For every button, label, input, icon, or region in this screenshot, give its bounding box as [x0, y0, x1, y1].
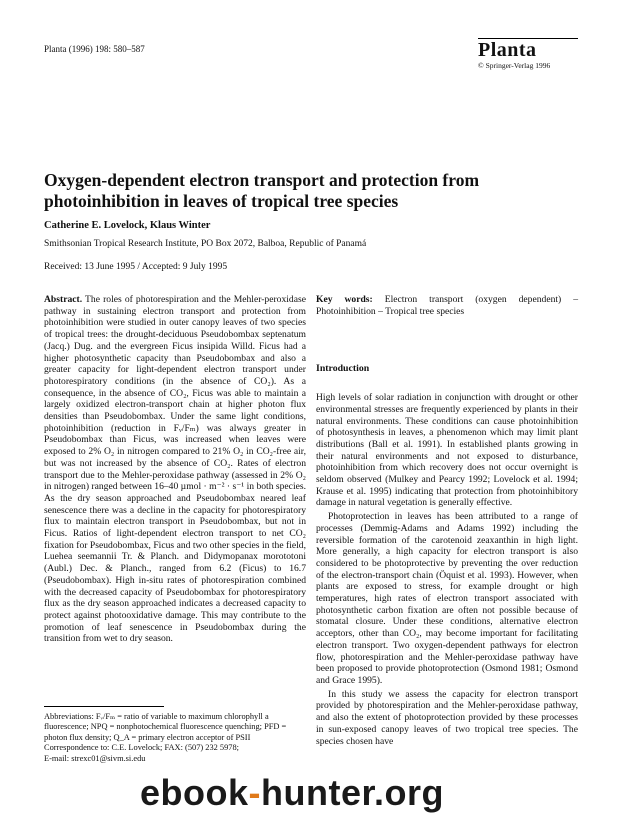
correspondence: Correspondence to: C.E. Lovelock; FAX: (507) 232 5978;	[44, 743, 239, 753]
left-column	[44, 294, 306, 647]
watermark-part1: ebook	[140, 772, 249, 813]
article-title: Oxygen-dependent electron transport and protection from photoinhibition in leaves of tropical tree species	[44, 170, 480, 211]
footnote	[44, 712, 306, 764]
intro-paragraph-1: High levels of solar radiation in conjunction with drought or other environmental stresses are frequently experienced by plants in their natural environments. These conditions can cause photoinhibition of photosynthesis in leaves, a phenomenon which may limit plant distributions (Ball et al. 1991). In established plants growing in their natural environments and not exposed to disturbance, photoinhibition from which recovery does not occur overnight is seldom observed (Mulkey and Pearcy 1992; Lovelock et al. 1994; Krause et al. 1995) indicating that protection from photoinhibitory damage in natural vegetation is generally effective.	[316, 392, 578, 509]
intro-paragraph-2: Photoprotection in leaves has been attributed to a range of processes (Demmig-Adams and Adams 1992) including the reversible formation of the carotenoid zeaxanthin in high light. More generally, a high capacity for electron transport is also considered to be photoprotective by preventing the over reduction of the electron-transport chain (Öquist et al. 1993). However, when plants are exposed to stress, for example drought or high temperatures, high rates of electron transport associated with photosynthetic carbon fixation are often not possible because of stomatal closure. Under these conditions, alternative electron acceptors, other than CO₂, may become important for facilitating electron transport. Two oxygen-dependent pathways for electron flow, photorespiration and the Mehler-peroxidase pathway have been proposed to provide photoprotection (Osmond 1981; Osmond and Grace 1995).	[316, 511, 578, 686]
watermark-dash: -	[248, 772, 262, 813]
journal-logo	[478, 38, 578, 71]
received-dates: Received: 13 June 1995 / Accepted: 9 July 1995	[44, 262, 228, 272]
watermark-logo	[140, 772, 444, 814]
journal-name: Planta	[478, 39, 537, 61]
abstract	[44, 294, 306, 645]
publisher-copyright: © Springer-Verlag 1996	[478, 61, 551, 70]
watermark-part2: hunter.org	[261, 772, 445, 813]
introduction-heading: Introduction	[316, 363, 370, 375]
footnote-divider	[44, 706, 164, 707]
abstract-label: Abstract.	[44, 294, 83, 305]
journal-citation: Planta (1996) 198: 580–587	[44, 44, 145, 54]
keywords-text: Electron transport (oxygen dependent) – Photoinhibition – Tropical tree species	[316, 294, 578, 317]
keywords	[316, 294, 578, 317]
keywords-label: Key words:	[316, 294, 373, 305]
abstract-text: The roles of photorespiration and the Mehler-peroxidase pathway in sustaining electron transport and protection from photoinhibition were studied in outer canopy leaves of two species of tropical trees: the drought-deciduous Pseudobombax septenatum (Jacq.) Dug. and the evergreen Ficus insipida Willd. Ficus had a higher photosynthetic capacity than Pseudobombax and also a greater capacity for light-dependent electron transport under photorespiratory conditions (in the absence of CO₂). As a consequence, in the absence of CO₂, Ficus was able to maintain a largely oxidized electron-transport chain at higher photon flux densities than Pseudobombax. Under the same light conditions, photoinhibition (reduction in Fᵥ/Fₘ) was always greater in Pseudobombax than Ficus, was increased when leaves were exposed to 2% O₂ in nitrogen compared to 21% O₂ in CO₂-free air, but was not increased by the absence of CO₂. Rates of electron transport due to the Mehler-peroxidase pathway (assessed in 2% O₂ in nitrogen) ranged between 16–40 µmol · m⁻² · s⁻¹ in both species. As the dry season approached and Pseudobombax neared leaf senescence there was a decline in the capacity for photorespiratory flux to maintain electron transport in Pseudobombax, but not in Ficus. Ratios of light-dependent electron transport to net CO₂ fixation for Pseudobombax, Ficus and two other species in the field, Luehea seemannii Tr. & Planch. and Didymopanax morototoni (Aubl.) Dec. & Planch., ranged from 6.2 (Ficus) to 16.7 (Pseudobombax). High in-situ rates of photorespiration combined with the decreased capacity of Pseudobombax for photorespiratory flux as the dry season approached indicates a decreased capacity to protect against photooxidative damage. This may contribute to the promotion of leaf senescence in Pseudobombax during the transition from wet to dry season.	[44, 294, 306, 645]
email: E-mail: strexc01@sivm.si.edu	[44, 753, 146, 763]
abbreviations: Abbreviations: Fᵥ/Fₘ = ratio of variable to maximum chlorophyll a fluorescence; NPQ = nonphotochemical fluorescence quenching; PFD = photon flux density; Q_A = primary electron acceptor of PSII	[44, 712, 287, 742]
author-affiliation: Smithsonian Tropical Research Institute, PO Box 2072, Balboa, Republic of Panamá	[44, 239, 367, 249]
article-authors: Catherine E. Lovelock, Klaus Winter	[44, 220, 211, 231]
intro-paragraph-3: In this study we assess the capacity for electron transport provided by photorespiration and the Mehler-peroxidase pathway, and also the extent of photoprotection provided by these processes in sun-exposed canopy leaves of two tropical tree species. The species chosen have	[316, 688, 578, 747]
right-column	[316, 294, 578, 749]
